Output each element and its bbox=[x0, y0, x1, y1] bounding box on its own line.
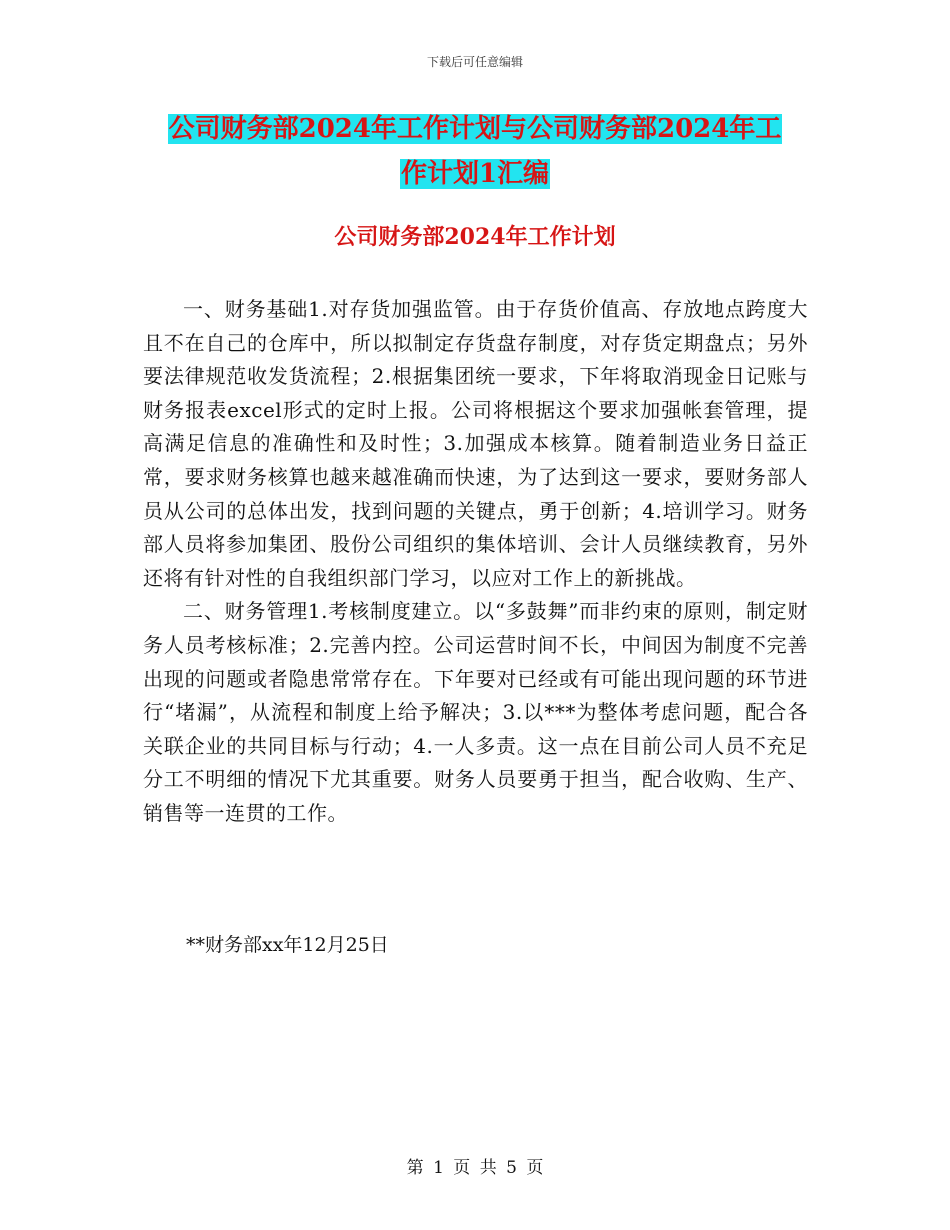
document-body bbox=[143, 293, 808, 831]
header-note: 下载后可任意编辑 bbox=[426, 55, 523, 69]
signature-date: **财务部xx年12月25日 bbox=[186, 934, 389, 956]
paragraph-finance-basics: 一、财务基础1.对存货加强监管。由于存货价值高、存放地点跨度大且不在自己的仓库中，所以拟制定存货盘存制度，对存货定期盘点；另外要法律规范收发货流程；2.根据集团统一要求，下年将取消现金日记账与财务报表excel形式的定时上报。公司将根据这个要求加强帐套管理，提高满足信息的准确性和及时性；3.加强成本核算。随着制造业务日益正常，要求财务核算也越来越准确而快速，为了达到这一要求，要财务部人员从公司的总体出发，找到问题的关键点，勇于创新；4.培训学习。财务部人员将参加集团、股份公司组织的集体培训、会计人员继续教育，另外还将有针对性的自我组织部门学习，以应对工作上的新挑战。 bbox=[143, 297, 808, 590]
section-title: 公司财务部2024年工作计划 bbox=[334, 224, 616, 250]
document-title bbox=[140, 107, 810, 197]
title-line-2: 作计划1汇编 bbox=[400, 159, 550, 189]
page-number-footer: 第 1 页 共 5 页 bbox=[406, 1158, 544, 1178]
title-line-1: 公司财务部2024年工作计划与公司财务部2024年工 bbox=[168, 114, 782, 144]
paragraph-finance-management: 二、财务管理1.考核制度建立。以“多鼓舞”而非约束的原则，制定财务人员考核标准；2.完善内控。公司运营时间不长，中间因为制度不完善出现的问题或者隐患常常存在。下年要对已经或有可能出现问题的环节进行“堵漏”，从流程和制度上给予解决；3.以***为整体考虑问题，配合各关联企业的共同目标与行动；4.一人多责。这一点在目前公司人员不充足分工不明细的情况下尤其重要。财务人员要勇于担当，配合收购、生产、销售等一连贯的工作。 bbox=[143, 599, 808, 825]
